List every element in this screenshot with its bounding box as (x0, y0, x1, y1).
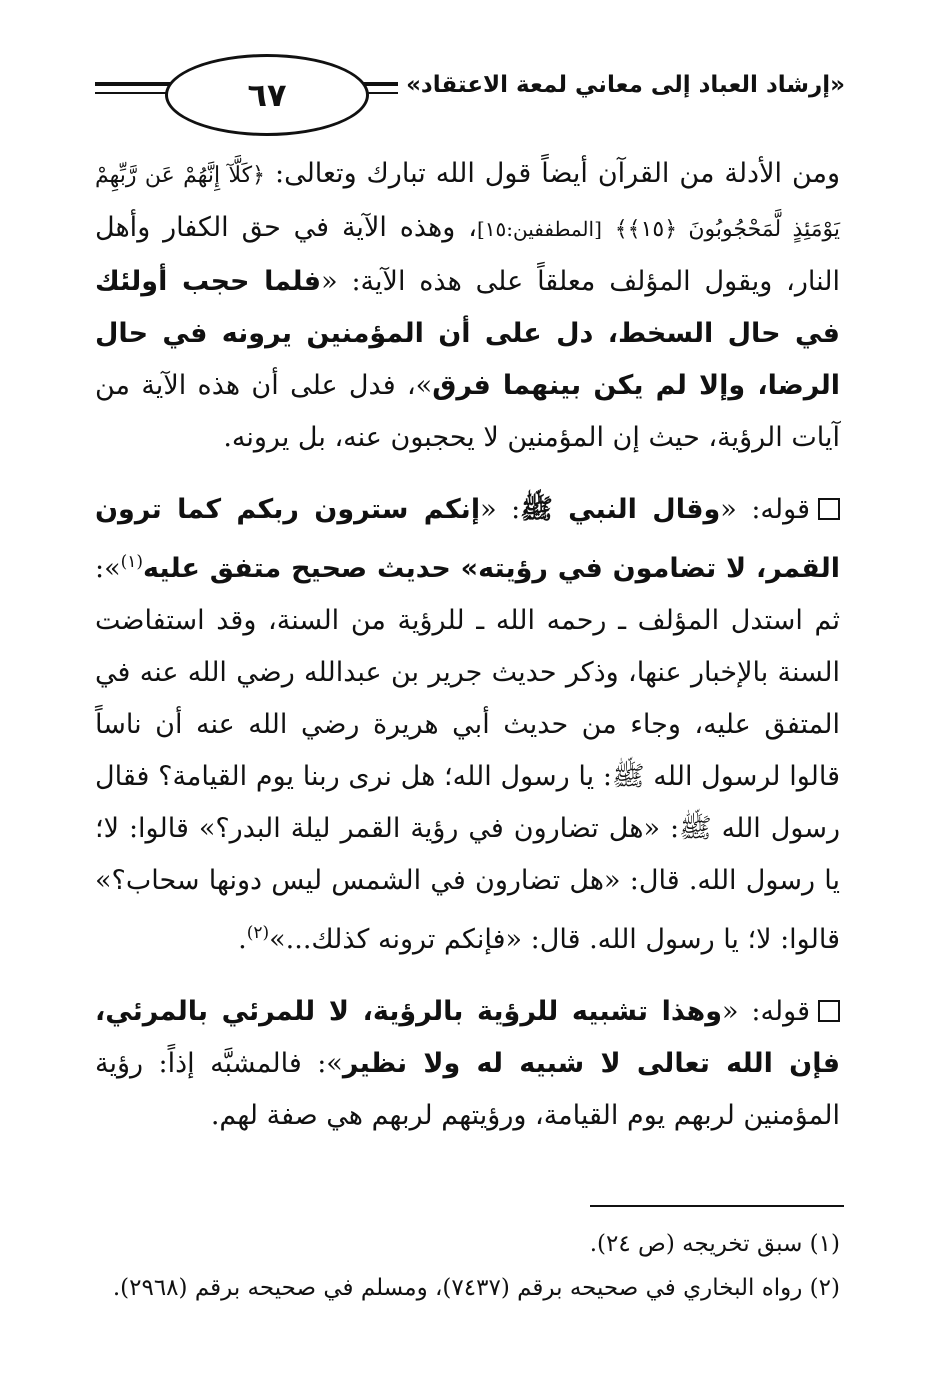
page-header (95, 48, 845, 134)
p2-bold-2: إنكم سترون ربكم كما ترون القمر، لا تضامون في رؤيته» حديث صحيح متفق عليه (95, 494, 840, 584)
header-rule-left-thick (95, 82, 175, 86)
p3-text-2: »: فالمشبَّه إذاً: رؤية المؤمنين لربهم يوم القيامة، ورؤيتهم لربهم هي صفة لهم. (95, 1048, 840, 1131)
p3-bold-quote: وهذا تشبيه للرؤية بالرؤية، لا للمرئي بالمرئي، فإن الله تعالى لا شبيه له ولا نظير (95, 996, 841, 1079)
p1-bold-quote: فلما حجب أولئك في حال السخط، دل على أن المؤمنين يرونه في حال الرضا، وإلا لم يكن بينهما فرق (95, 266, 840, 401)
quran-verse: ﴿كَلَّآ إِنَّهُمْ عَن رَّبِّهِمْ يَوْمَئِذٍ لَّمَحْجُوبُونَ ﴿١٥﴾﴾ (95, 163, 840, 242)
footnote-mark-2: (٢) (246, 923, 270, 943)
paragraph-3 (95, 986, 840, 1142)
p2-text-2: : « (480, 494, 521, 525)
footnote-mark-1: (١) (120, 552, 144, 572)
checkbox-square-icon (818, 498, 840, 520)
footnote-separator (590, 1205, 844, 1207)
p3-text-1: قوله: « (721, 996, 810, 1027)
verse-reference: [المطففين:١٥] (476, 217, 602, 241)
p1-text-2: ، وهذه الآية في حق الكفار وأهل النار، ويقول المؤلف معلقاً على هذه الآية: « (95, 212, 840, 297)
header-rule-left-thin (95, 92, 175, 94)
page-number-oval (165, 54, 369, 136)
paragraph-2 (95, 484, 840, 966)
footnote-2: (٢) رواه البخاري في صحيحه برقم (٧٤٣٧)، ومسلم في صحيحه برقم (٢٩٦٨). (112, 1275, 840, 1301)
p1-text-1: ومن الأدلة من القرآن أيضاً قول الله تبارك وتعالى: (265, 158, 840, 189)
footnotes (95, 1222, 840, 1310)
checkbox-square-icon (818, 1000, 840, 1022)
running-title: «إرشاد العباد إلى معاني لمعة الاعتقاد» (398, 72, 845, 98)
p1-text-3: »، فدل على أن هذه الآية من آيات الرؤية، حيث إن المؤمنين لا يحجبون عنه، بل يرونه. (95, 370, 840, 453)
page-body (95, 148, 840, 1142)
p2-text-3: »: ثم استدل المؤلف ـ رحمه الله ـ للرؤية من السنة، وقد استفاضت السنة بالإخبار عنها، وذكر حديث جرير بن عبدالله رضي الله عنه في المتفق عليه، وجاء من حديث أبي هريرة رضي الله عنه أن ناساً قالوا لرسول الله ﷺ: يا رسول الله؛ هل نرى ربنا يوم القيامة؟ فقال رسول الله ﷺ: «هل تضارون في رؤية القمر ليلة البدر؟» قالوا: لا؛ يا رسول الله. قال: «هل تضارون في الشمس ليس دونها سحاب؟» قالوا: لا؛ يا رسول الله. قال: «فإنكم ترونه كذلك...» (95, 553, 840, 955)
footnote-1: (١) سبق تخريجه (ص ٢٤). (589, 1231, 840, 1257)
paragraph-1 (95, 148, 840, 464)
p2-bold-1: وقال النبي ﷺ (520, 494, 721, 525)
p2-text-1: قوله: « (720, 494, 810, 525)
p2-text-4: . (238, 924, 247, 955)
page-number: ٦٧ (247, 76, 287, 114)
